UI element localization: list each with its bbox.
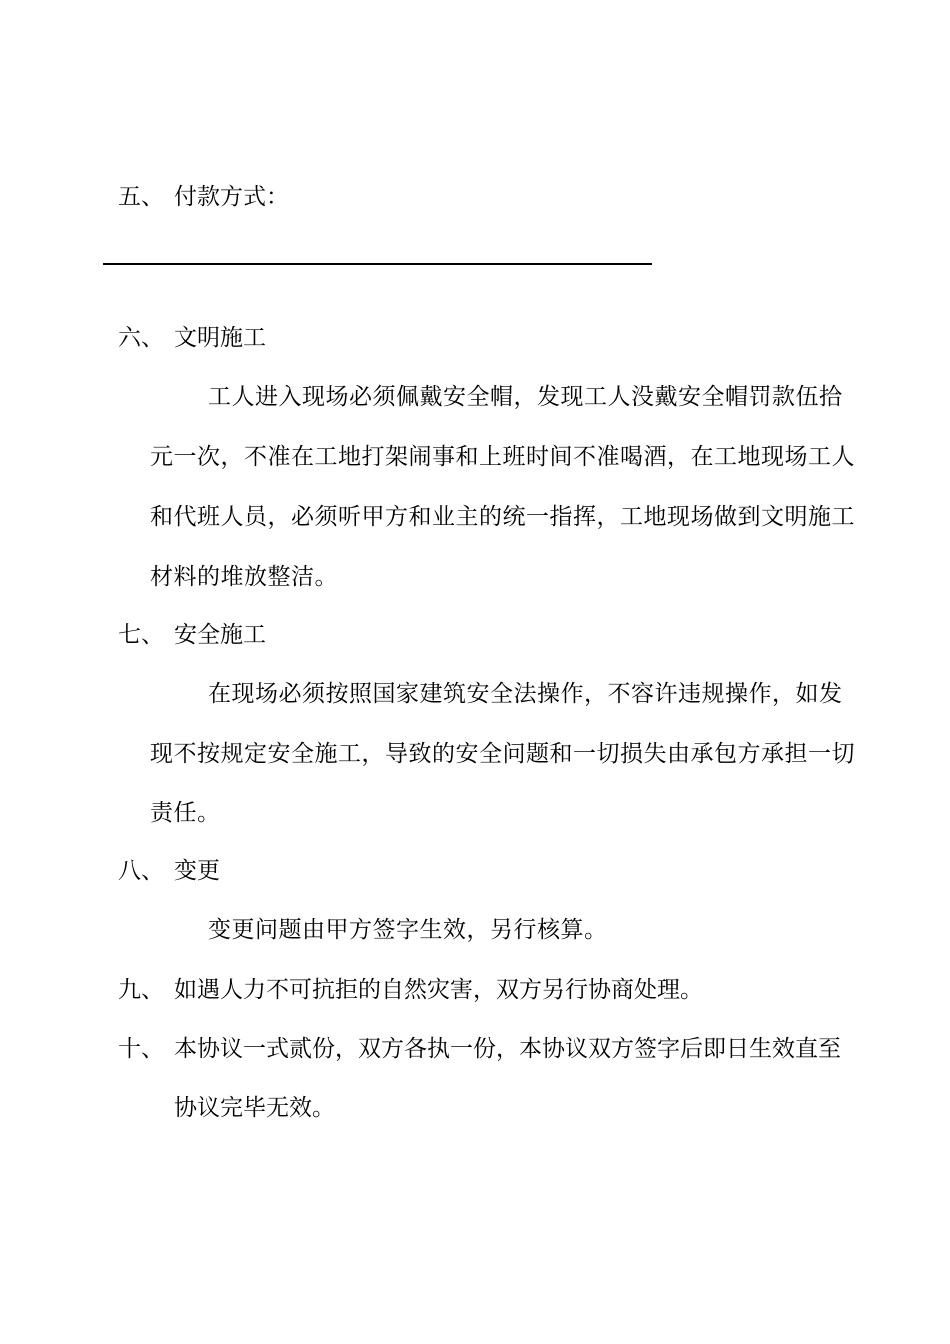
section-9-number: 九、: [118, 977, 164, 1003]
section-5-number: 五、: [118, 184, 164, 210]
section-10-line-1: 本协议一式贰份，双方各执一份，本协议双方签字后即日生效直至: [174, 1036, 841, 1062]
section-6-line-4: 材料的堆放整洁。: [150, 564, 338, 590]
section-8-number: 八、: [118, 858, 164, 884]
section-6-line-3: 和代班人员，必须听甲方和业主的统一指挥，工地现场做到文明施工: [150, 504, 855, 530]
section-6-title: 文明施工: [174, 325, 266, 351]
section-7-number: 七、: [118, 622, 164, 648]
section-7-title: 安全施工: [174, 622, 266, 648]
section-6-number: 六、: [118, 325, 164, 351]
section-9-text: 如遇人力不可抗拒的自然灾害，双方另行协商处理。: [174, 977, 703, 1003]
section-7-line-1: 在现场必须按照国家建筑安全法操作，不容许违规操作，如发: [208, 681, 843, 707]
section-10-line-2: 协议完毕无效。: [174, 1095, 335, 1121]
section-8-title: 变更: [174, 858, 220, 884]
payment-fill-in-line: [103, 263, 652, 265]
section-7-line-3: 责任。: [150, 800, 221, 826]
section-7-line-2: 现不按规定安全施工，导致的安全问题和一切损失由承包方承担一切: [150, 741, 855, 767]
section-8-line-1: 变更问题由甲方签字生效，另行核算。: [208, 917, 608, 943]
section-10-number: 十、: [118, 1036, 164, 1062]
section-6-line-2: 元一次，不准在工地打架闹事和上班时间不准喝酒，在工地现场工人: [150, 444, 855, 470]
section-6-line-1: 工人进入现场必须佩戴安全帽，发现工人没戴安全帽罚款伍拾: [208, 384, 843, 410]
section-5-title: 付款方式：: [174, 184, 289, 210]
